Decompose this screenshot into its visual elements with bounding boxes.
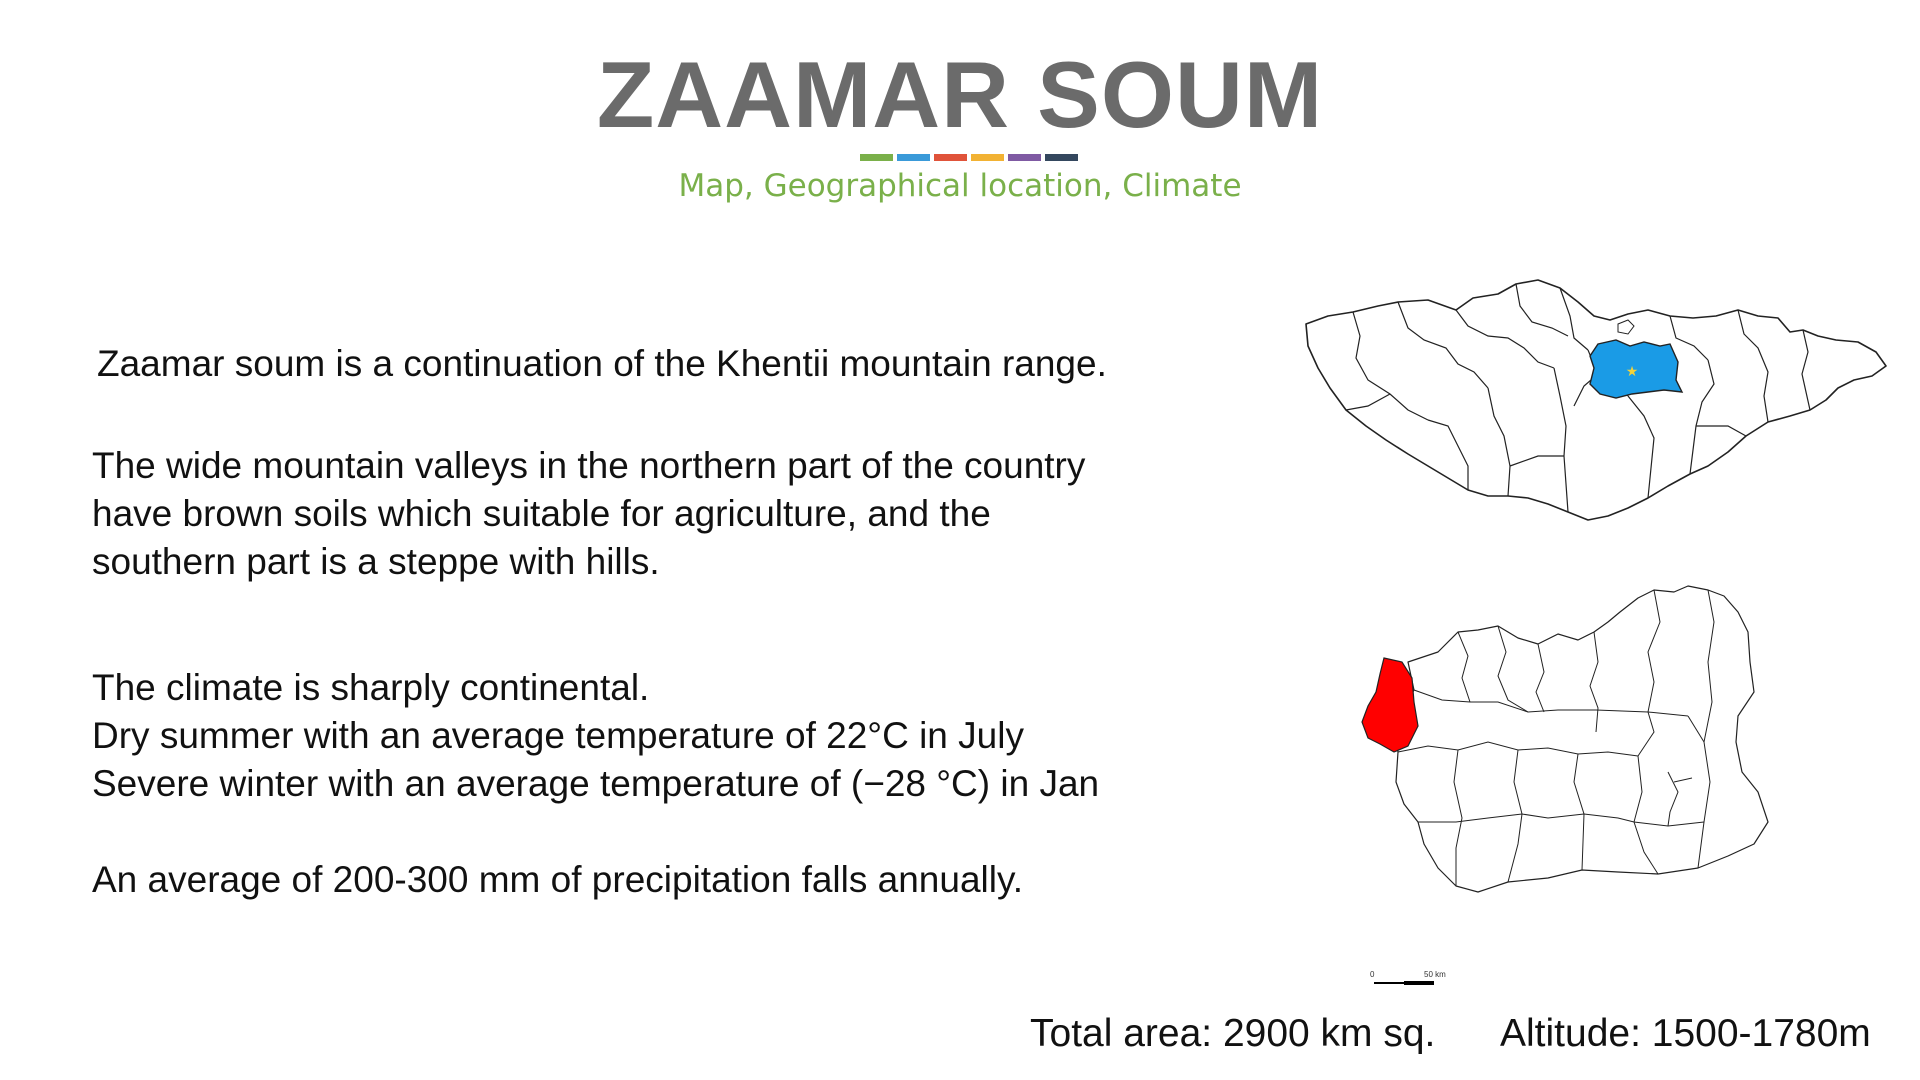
scale-label-start: 0 — [1370, 970, 1375, 979]
country-outline — [1306, 280, 1886, 520]
paragraph-line: The climate is sharply continental. — [92, 667, 650, 708]
province-outline — [1394, 586, 1768, 892]
paragraph-line: Dry summer with an average temperature of 22°C in July — [92, 715, 1024, 756]
paragraph-line: An average of 200-300 mm of precipitation falls annually. — [92, 859, 1024, 900]
total-area-text: Total area: 2900 km sq. — [1030, 1012, 1436, 1055]
paragraph-line: have brown soils which suitable for agriculture, and the — [92, 493, 991, 534]
accent-segment-navy — [1045, 154, 1078, 161]
accent-segment-red — [934, 154, 967, 161]
paragraph-line: The wide mountain valleys in the northern part of the country — [92, 445, 1086, 486]
paragraph-line: Severe winter with an average temperature of (−28 °C) in Jan — [92, 763, 1100, 804]
altitude-text: Altitude: 1500-1780m — [1500, 1012, 1871, 1055]
country-map — [1298, 276, 1888, 576]
paragraph-climate — [92, 664, 1099, 808]
paragraph-line: southern part is a steppe with hills. — [92, 541, 660, 582]
province-map — [1358, 582, 1818, 992]
scale-label-end: 50 km — [1424, 970, 1446, 979]
paragraph-precipitation — [92, 856, 1023, 904]
paragraph-khentii — [97, 340, 1107, 388]
location-marker-icon: ★ — [1625, 364, 1639, 380]
accent-color-bar — [860, 154, 1078, 161]
accent-segment-yellow — [971, 154, 1004, 161]
paragraph-line: Zaamar soum is a continuation of the Khentii mountain range. — [97, 343, 1107, 384]
slide-subtitle: Map, Geographical location, Climate — [678, 168, 1242, 204]
accent-segment-purple — [1008, 154, 1041, 161]
map-scale-bar — [1370, 970, 1470, 990]
slide-title: ZAAMAR SOUM — [596, 42, 1324, 147]
scale-segment — [1404, 981, 1434, 985]
accent-segment-blue — [897, 154, 930, 161]
accent-segment-green — [860, 154, 893, 161]
paragraph-soils — [92, 442, 1085, 586]
